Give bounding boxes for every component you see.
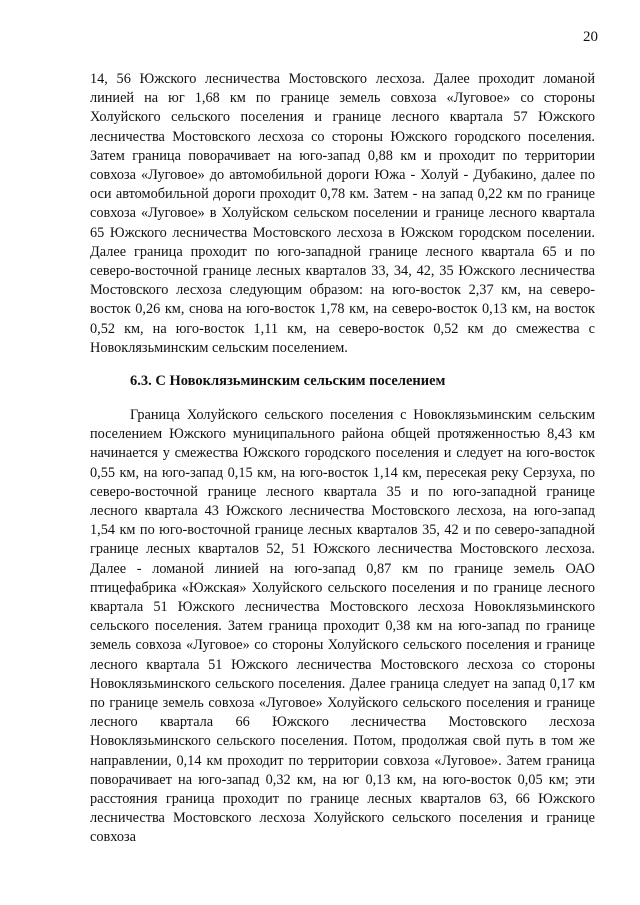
page-number: 20 xyxy=(583,29,598,45)
intro-paragraph: 14, 56 Южского лесничества Мостовского лесхоза. Далее проходит ломаной линией на юг 1,68 км по границе земель совхоза «Луговое» со стороны Холуйского сельского поселения и границе лесного квартала 57 Южского лесничества Мостовского лесхоза со стороны Южского городского поселения. Затем граница поворачивает на юго-запад 0,88 км и проходит по территории совхоза «Луговое» до автомобильной дороги Южа - Холуй - Дубакино, далее по оси автомобильной дороги проходит 0,78 км. Затем - на запад 0,22 км по границе совхоза «Луговое» в Холуйском сельском поселении и границе лесного квартала 65 Южского лесничества Мостовского лесхоза в Южском городском поселении. Далее граница проходит по юго-западной границе лесного квартала 65 и по северо-восточной границе лесных кварталов 33, 34, 42, 35 Южского лесничества Мостовского лесхоза следующим образом: на юго-восток 2,37 км, на северо-восток 0,26 км, снова на юго-восток 1,78 км, на северо-восток 0,13 км, на восток 0,52 км, на юго-восток 1,11 км, на северо-восток 0,52 км до смежества с Новоклязьминским сельским поселением. xyxy=(90,71,595,356)
section-heading: 6.3. С Новоклязьминским сельским поселением xyxy=(130,373,446,389)
section-paragraph: Граница Холуйского сельского поселения с Новоклязьминским сельским поселением Южского муниципального района общей протяженностью 8,43 км начинается у смежества Южского городского поселения и следует на юго-восток 0,55 км, на юго-запад 0,15 км, на юго-восток 1,14 км, пересекая реку Серзуха, по северо-восточной границе лесного квартала 35 и по юго-западной границе лесного квартала 43 Южского лесничества Мостовского лесхоза, на юго-запад 1,54 км по юго-восточной границе лесных кварталов 35, 42 и по северо-западной границе лесных кварталов 52, 51 Южского лесничества Мостовского лесхоза. Далее - ломаной линией на юго-запад 0,87 км по границе земель ОАО птицефабрика «Южская» Холуйского сельского поселения и по границе лесного квартала 51 Южского лесничества Мостовского лесхоза Новоклязьминского сельского поселения. Затем граница проходит 0,38 км на юго-запад по границе земель совхоза «Луговое» со стороны Холуйского сельского поселения и границе лесного квартала 51 Южского лесничества Мостовского лесхоза со стороны Новоклязьминского сельского поселения. Далее граница следует на запад 0,17 км по границе земель совхоза «Луговое» Холуйского сельского поселения и границе лесного квартала 66 Южского лесничества Мостовского лесхоза Новоклязьминского сельского поселения. Потом, продолжая свой путь в том же направлении, 0,14 км проходит по территории совхоза «Луговое». Затем граница поворачивает на юго-запад 0,32 км, на юг 0,13 км, на юго-восток 0,05 км; эти расстояния граница проходит по границе лесных кварталов 63, 66 Южского лесничества Мостовского лесхоза Холуйского сельского поселения и границе совхоза xyxy=(90,407,595,846)
